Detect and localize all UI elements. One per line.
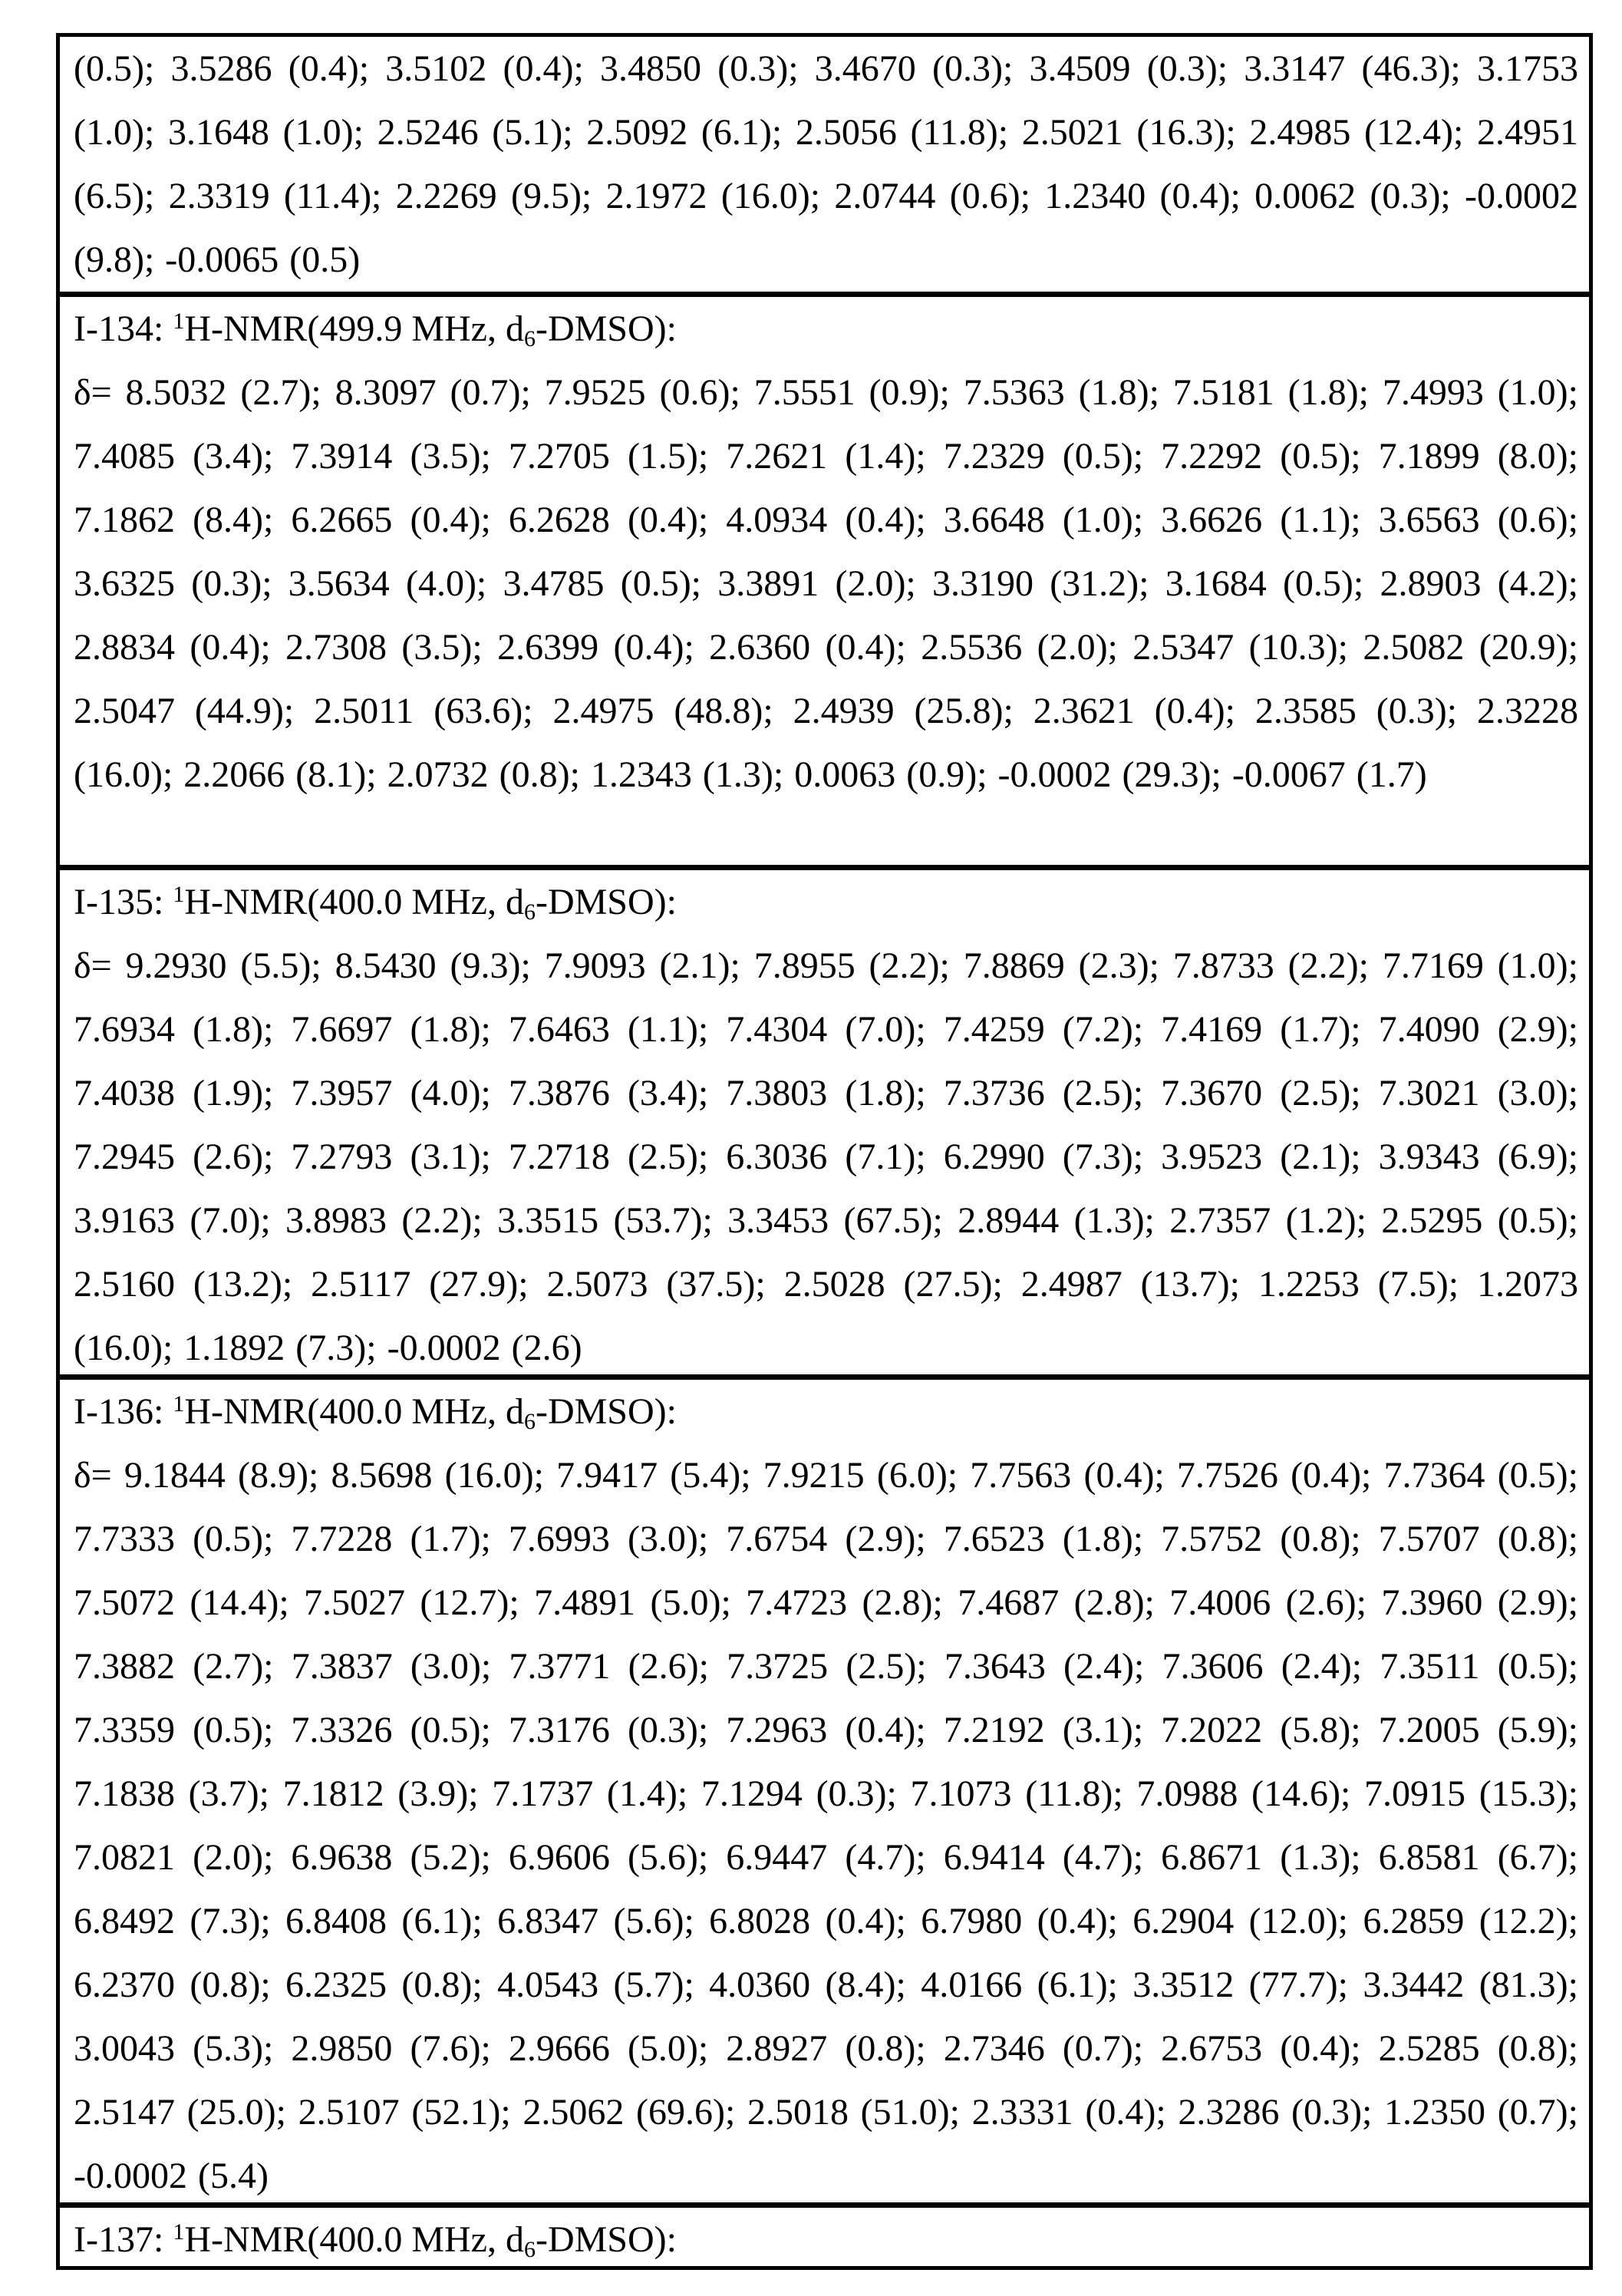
- frequency-label: 400.0 MHz, d: [319, 2219, 524, 2260]
- nmr-data-table: [56, 33, 1593, 2270]
- method-label: H-NMR(: [184, 308, 320, 349]
- table-row-i135: [60, 865, 1589, 1374]
- frequency-label: 400.0 MHz, d: [319, 882, 524, 922]
- compound-header: [74, 870, 1578, 934]
- compound-id: I-134:: [74, 308, 164, 349]
- method-label: H-NMR(: [184, 2219, 320, 2260]
- table-row-continuation: [60, 37, 1589, 292]
- method-label: H-NMR(: [184, 882, 320, 922]
- compound-header: [74, 1380, 1578, 1443]
- nmr-peak-list: δ= 8.5032 (2.7); 8.3097 (0.7); 7.9525 (0.6); 7.5551 (0.9); 7.5363 (1.8); 7.5181 (1.8); 7.4993 (1.0); 7.4085 (3.4); 7.3914 (3.5); 7.2705 (1.5); 7.2621 (1.4); 7.2329 (0.5); 7.2292 (0.5); 7.1899 (8.0); 7.1862 (8.4); 6.2665 (0.4); 6.2628 (0.4); 4.0934 (0.4); 3.6648 (1.0); 3.6626 (1.1); 3.6563 (0.6); 3.6325 (0.3); 3.5634 (4.0); 3.4785 (0.5); 3.3891 (2.0); 3.3190 (31.2); 3.1684 (0.5); 2.8903 (4.2); 2.8834 (0.4); 2.7308 (3.5); 2.6399 (0.4); 2.6360 (0.4); 2.5536 (2.0); 2.5347 (10.3); 2.5082 (20.9); 2.5047 (44.9); 2.5011 (63.6); 2.4975 (48.8); 2.4939 (25.8); 2.3621 (0.4); 2.3585 (0.3); 2.3228 (16.0); 2.2066 (8.1); 2.0732 (0.8); 1.2343 (1.3); 0.0063 (0.9); -0.0002 (29.3); -0.0067 (1.7): [74, 372, 1578, 795]
- compound-header: [74, 2208, 1578, 2266]
- solvent-label: -DMSO):: [535, 1391, 677, 1432]
- compound-id: I-137:: [74, 2219, 164, 2260]
- solvent-subscript: 6: [523, 899, 536, 925]
- nmr-peak-list: (0.5); 3.5286 (0.4); 3.5102 (0.4); 3.4850 (0.3); 3.4670 (0.3); 3.4509 (0.3); 3.3147 (46.3); 3.1753 (1.0); 3.1648 (1.0); 2.5246 (5.1); 2.5092 (6.1); 2.5056 (11.8); 2.5021 (16.3); 2.4985 (12.4); 2.4951 (6.5); 2.3319 (11.4); 2.2269 (9.5); 2.1972 (16.0); 2.0744 (0.6); 1.2340 (0.4); 0.0062 (0.3); -0.0002 (9.8); -0.0065 (0.5): [74, 48, 1578, 280]
- solvent-subscript: 6: [523, 325, 536, 351]
- table-row-i134: [60, 292, 1589, 865]
- nmr-peak-list: δ= 9.1844 (8.9); 8.5698 (16.0); 7.9417 (5.4); 7.9215 (6.0); 7.7563 (0.4); 7.7526 (0.4); 7.7364 (0.5); 7.7333 (0.5); 7.7228 (1.7); 7.6993 (3.0); 7.6754 (2.9); 7.6523 (1.8); 7.5752 (0.8); 7.5707 (0.8); 7.5072 (14.4); 7.5027 (12.7); 7.4891 (5.0); 7.4723 (2.8); 7.4687 (2.8); 7.4006 (2.6); 7.3960 (2.9); 7.3882 (2.7); 7.3837 (3.0); 7.3771 (2.6); 7.3725 (2.5); 7.3643 (2.4); 7.3606 (2.4); 7.3511 (0.5); 7.3359 (0.5); 7.3326 (0.5); 7.3176 (0.3); 7.2963 (0.4); 7.2192 (3.1); 7.2022 (5.8); 7.2005 (5.9); 7.1838 (3.7); 7.1812 (3.9); 7.1737 (1.4); 7.1294 (0.3); 7.1073 (11.8); 7.0988 (14.6); 7.0915 (15.3); 7.0821 (2.0); 6.9638 (5.2); 6.9606 (5.6); 6.9447 (4.7); 6.9414 (4.7); 6.8671 (1.3); 6.8581 (6.7); 6.8492 (7.3); 6.8408 (6.1); 6.8347 (5.6); 6.8028 (0.4); 6.7980 (0.4); 6.2904 (12.0); 6.2859 (12.2); 6.2370 (0.8); 6.2325 (0.8); 4.0543 (5.7); 4.0360 (8.4); 4.0166 (6.1); 3.3512 (77.7); 3.3442 (81.3); 3.0043 (5.3); 2.9850 (7.6); 2.9666 (5.0); 2.8927 (0.8); 2.7346 (0.7); 2.6753 (0.4); 2.5285 (0.8); 2.5147 (25.0); 2.5107 (52.1); 2.5062 (69.6); 2.5018 (51.0); 2.3331 (0.4); 2.3286 (0.3); 1.2350 (0.7); -0.0002 (5.4): [74, 1455, 1578, 2196]
- method-label: H-NMR(: [184, 1391, 320, 1432]
- solvent-label: -DMSO):: [535, 2219, 677, 2260]
- table-row-i136: [60, 1374, 1589, 2202]
- nucleus-superscript: 1: [173, 2218, 185, 2245]
- compound-id: I-136:: [74, 1391, 164, 1432]
- table-row-i137: [60, 2202, 1589, 2266]
- nucleus-superscript: 1: [173, 308, 185, 334]
- nucleus-superscript: 1: [173, 881, 185, 907]
- nucleus-superscript: 1: [173, 1390, 185, 1417]
- solvent-subscript: 6: [523, 2236, 536, 2262]
- frequency-label: 499.9 MHz, d: [319, 308, 524, 349]
- frequency-label: 400.0 MHz, d: [319, 1391, 524, 1432]
- nmr-peak-list: δ= 9.2930 (5.5); 8.5430 (9.3); 7.9093 (2.1); 7.8955 (2.2); 7.8869 (2.3); 7.8733 (2.2); 7.7169 (1.0); 7.6934 (1.8); 7.6697 (1.8); 7.6463 (1.1); 7.4304 (7.0); 7.4259 (7.2); 7.4169 (1.7); 7.4090 (2.9); 7.4038 (1.9); 7.3957 (4.0); 7.3876 (3.4); 7.3803 (1.8); 7.3736 (2.5); 7.3670 (2.5); 7.3021 (3.0); 7.2945 (2.6); 7.2793 (3.1); 7.2718 (2.5); 6.3036 (7.1); 6.2990 (7.3); 3.9523 (2.1); 3.9343 (6.9); 3.9163 (7.0); 3.8983 (2.2); 3.3515 (53.7); 3.3453 (67.5); 2.8944 (1.3); 2.7357 (1.2); 2.5295 (0.5); 2.5160 (13.2); 2.5117 (27.9); 2.5073 (37.5); 2.5028 (27.5); 2.4987 (13.7); 1.2253 (7.5); 1.2073 (16.0); 1.1892 (7.3); -0.0002 (2.6): [74, 945, 1578, 1368]
- compound-id: I-135:: [74, 882, 164, 922]
- solvent-subscript: 6: [523, 1408, 536, 1434]
- compound-header: [74, 297, 1578, 361]
- solvent-label: -DMSO):: [535, 882, 677, 922]
- solvent-label: -DMSO):: [535, 308, 677, 349]
